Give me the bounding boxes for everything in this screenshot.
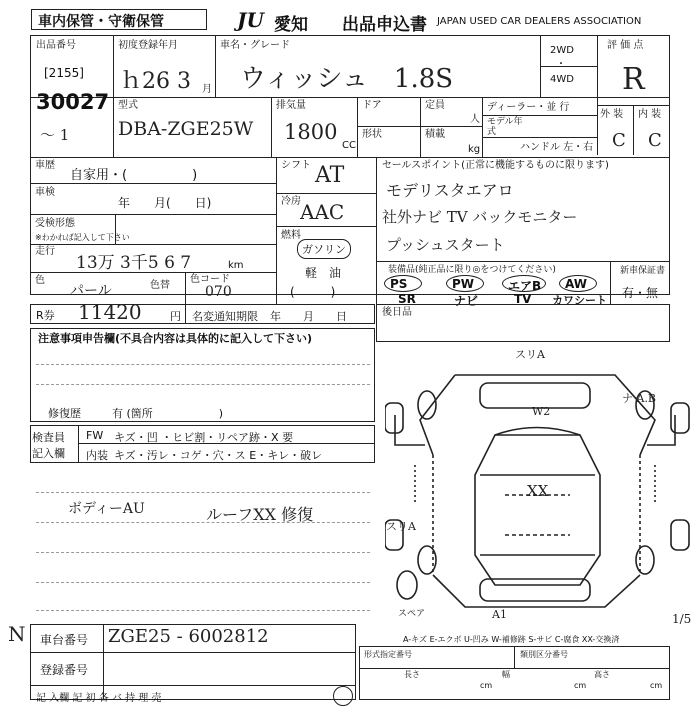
diagram-spare-label: スペア xyxy=(398,609,426,619)
reg-number-label: 登録番号 xyxy=(40,663,89,677)
door-label: ドア xyxy=(362,100,382,111)
mileage-unit: km xyxy=(228,260,244,271)
sales-line1: モデリスタエアロ xyxy=(386,181,514,200)
fuel-gas: ガソリン xyxy=(297,239,351,259)
equip-tv: TV xyxy=(514,292,532,306)
ac-value: AAC xyxy=(300,200,345,224)
inspector-label1: 検査員 xyxy=(32,431,65,444)
storage-label: 車内保管・守衛保管 xyxy=(38,14,164,30)
model-year-label: モデル年式 xyxy=(487,117,523,137)
recycle-label: R券 xyxy=(36,309,55,322)
height-label: 高さ xyxy=(594,670,610,679)
lot-code: [2155] xyxy=(44,66,84,80)
tax-label: 名変通知期限 xyxy=(192,310,258,323)
shift-label: シフト xyxy=(281,160,311,171)
tax-value: 年 月 日 xyxy=(270,310,347,323)
receipt-note: ※わかれば記入して下さい xyxy=(35,233,130,242)
mileage-value: 13万 3千5 6 7 xyxy=(76,253,192,273)
sales-label: セールスポイント(正常に機能するものに限ります) xyxy=(382,160,609,171)
equip-leather: カワシート xyxy=(552,294,607,307)
damage-legend: A-キズ E-エクボ U-凹み W-補修跡 S-サビ C-腐食 XX-交換済 xyxy=(403,635,620,644)
repair-label: 修復歴 xyxy=(48,407,81,420)
fuel-diesel: 軽 油 xyxy=(305,266,342,280)
equipment-label: 装備品(純正品に限り◎をつけてください) xyxy=(388,265,556,275)
association-name: JAPAN USED CAR DEALERS ASSOCIATION xyxy=(437,16,642,27)
inspector-row2-items: キズ・汚レ・コゲ・穴・ス E・キレ・破レ xyxy=(114,449,323,462)
diagram-a1-mark: A1 xyxy=(492,608,507,621)
repair-value: 有 (箇所 ) xyxy=(112,407,224,420)
drive-2wd: 2WD xyxy=(550,45,574,56)
drive-4wd: 4WD xyxy=(550,74,574,85)
model-label: 型式 xyxy=(118,100,138,111)
width-unit: cm xyxy=(574,681,587,690)
inspector-row1-items: キズ・凹 ・ヒビ割・リペア跡・X 要 xyxy=(114,431,294,444)
sales-line2: 社外ナビ TV バックモニター xyxy=(382,208,578,226)
inspection-value: 年 月( 日) xyxy=(118,196,212,210)
load-label: 積載 xyxy=(425,129,445,140)
note-body-au: ボディーAU xyxy=(68,501,145,517)
receipt-label: 受検形態 xyxy=(35,218,75,229)
color-code-label: 色コード xyxy=(190,274,230,285)
equip-pw: PW xyxy=(452,277,475,291)
width-label: 幅 xyxy=(502,670,510,679)
height-unit: cm xyxy=(650,681,663,690)
length-label: 長さ xyxy=(404,670,420,679)
handle-label: ハンドル 左・右 xyxy=(520,142,594,153)
first-reg-value: ｈ26 3 xyxy=(120,69,191,94)
history-label: 車歴 xyxy=(35,160,55,171)
equip-circle-pw xyxy=(446,275,484,292)
notes-title: 注意事項申告欄(不具合内容は具体的に記入して下さい) xyxy=(38,332,313,345)
load-unit: kg xyxy=(468,144,481,155)
vehicle-name-label: 車名・グレード xyxy=(220,40,290,51)
capacity-unit: 人 xyxy=(470,114,480,125)
newcar-label: 新車保証書 xyxy=(620,266,666,276)
equip-aw: AW xyxy=(565,277,587,291)
exterior-label: 外 装 xyxy=(600,109,624,120)
model-value: DBA-ZGE25W xyxy=(118,118,254,140)
history-value: 自家用・( ) xyxy=(70,168,198,183)
vehicle-name-value: ウィッシュ 1.8S xyxy=(240,64,454,94)
color-change-label: 色替 xyxy=(150,280,170,291)
diagram-w2-mark: W2 xyxy=(532,405,551,418)
dealer-label: ディーラー・並 行 xyxy=(487,102,570,113)
diagram-top-mark: スリA xyxy=(515,348,545,361)
fuel-other: ( ) xyxy=(290,285,336,299)
equip-ps: PS xyxy=(390,277,408,291)
equip-circle-ps xyxy=(384,275,422,292)
chassis-label: 車台番号 xyxy=(40,633,89,647)
color-code-value: 070 xyxy=(205,284,232,300)
org-name: 愛知 xyxy=(274,15,308,35)
note-roof-repair: ルーフXX 修復 xyxy=(206,505,314,524)
inspector-row1-cat: FW xyxy=(86,429,104,442)
shape-label: 形状 xyxy=(362,129,382,140)
length-unit: cm xyxy=(480,681,493,690)
diagram-right-mark: ナ A.B xyxy=(622,392,657,405)
mileage-label: 走行 xyxy=(35,246,55,257)
ju-logo xyxy=(237,8,264,32)
inspector-label2: 記入欄 xyxy=(32,447,65,460)
bottom-row: 記 入欄 記 初 各 バ 持 理 売 xyxy=(36,693,162,704)
n-mark: N xyxy=(8,622,26,646)
displacement-value: 1800 xyxy=(284,120,338,144)
diagram-left-mark: スリA xyxy=(386,520,416,533)
newcar-value: 有・無 xyxy=(622,286,659,300)
shift-value: AT xyxy=(315,163,345,188)
lot-label: 出品番号 xyxy=(36,40,76,51)
after-label: 後日品 xyxy=(382,307,412,318)
score-value: R xyxy=(622,62,645,97)
drive-dot: ・ xyxy=(556,59,566,70)
color-label: 色 xyxy=(35,275,45,286)
diagram-center-mark: XX xyxy=(527,482,549,500)
displacement-unit: CC xyxy=(342,140,356,151)
equip-circle-airbag xyxy=(502,275,546,292)
stamp-circle xyxy=(333,686,353,706)
interior-label: 内 装 xyxy=(638,109,662,120)
ju-logo-text: JU xyxy=(237,8,264,32)
lot-suffix: ～ 1 xyxy=(40,126,70,144)
equip-navi: ナビ xyxy=(454,294,479,308)
color-value: パール xyxy=(70,283,112,299)
equip-circle-aw xyxy=(559,275,597,292)
first-reg-label: 初度登録年月 xyxy=(118,40,178,51)
lot-number: 30027 xyxy=(36,90,110,114)
displacement-label: 排気量 xyxy=(276,100,306,111)
interior-value: C xyxy=(648,130,662,151)
equip-airbag: エアB xyxy=(508,279,542,293)
inspection-label: 車検 xyxy=(35,187,55,198)
class-number-label: 類別区分番号 xyxy=(520,650,568,659)
score-label: 評 価 点 xyxy=(607,40,644,51)
ac-label: 冷房 xyxy=(281,196,301,207)
after-box xyxy=(376,304,670,342)
recycle-value: 11420 xyxy=(78,300,142,324)
recycle-unit: 円 xyxy=(170,310,181,323)
type-number-label: 形式指定番号 xyxy=(364,650,412,659)
form-title: 出品申込書 xyxy=(342,15,427,35)
month-suffix: 月 xyxy=(202,84,212,95)
exterior-value: C xyxy=(612,130,626,151)
equip-sr: SR xyxy=(398,292,416,306)
sales-line3: プッシュスタート xyxy=(386,236,505,254)
fuel-label: 燃料 xyxy=(281,230,301,241)
capacity-label: 定員 xyxy=(425,100,445,111)
inspector-row2-cat: 内装 xyxy=(86,449,108,462)
diagram-margin-mark: 1/5 xyxy=(672,612,692,626)
chassis-value: ZGE25 - 6002812 xyxy=(108,626,269,647)
